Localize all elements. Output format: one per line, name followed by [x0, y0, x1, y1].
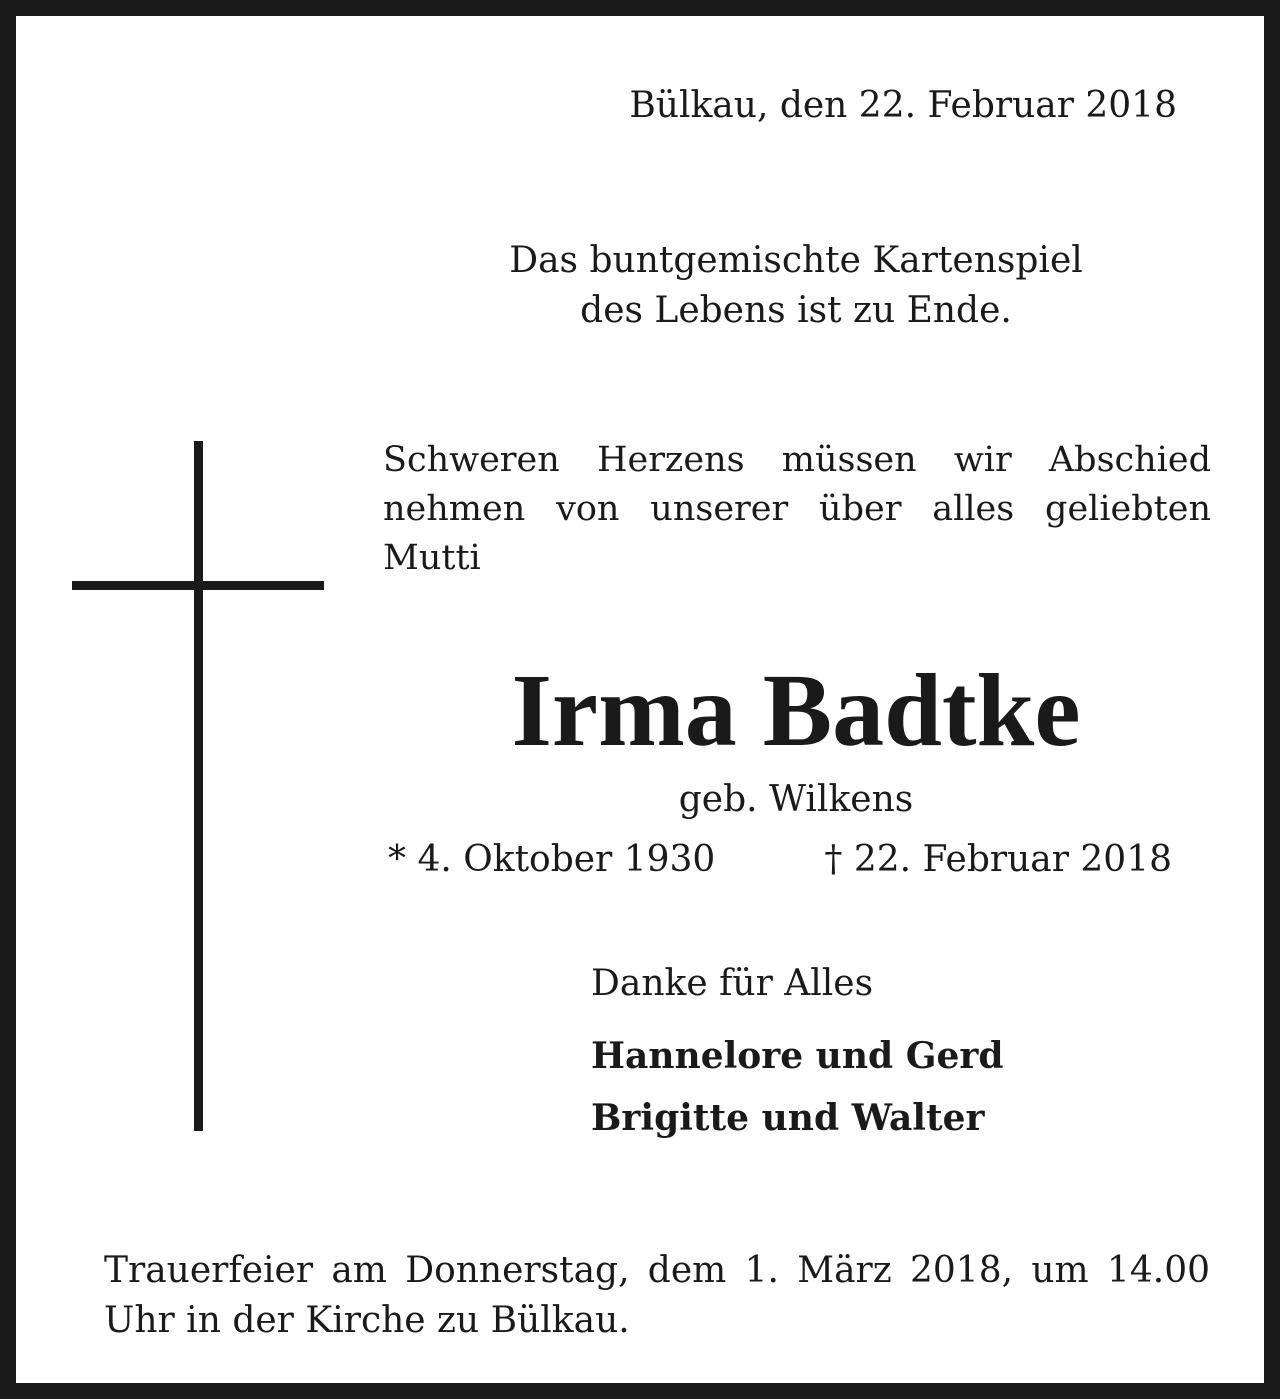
- birth-date: * 4. Oktober 1930: [388, 839, 716, 880]
- funeral-service-info: [104, 1246, 1210, 1346]
- cross-vertical-bar: [194, 441, 203, 1131]
- service-line-1: Trauerfeier am Donnerstag, dem 1. März 2018, um 14.00: [104, 1250, 1210, 1291]
- motto-line-2: des Lebens ist zu Ende.: [580, 290, 1012, 331]
- place-and-date: Bülkau, den 22. Februar 2018: [629, 85, 1177, 126]
- cross-icon: [72, 441, 324, 1131]
- deceased-name: Irma Badtke: [511, 653, 1081, 768]
- intro-text: [383, 436, 1211, 583]
- intro-line-2: nehmen von unserer über alles geliebten: [383, 489, 1211, 529]
- maiden-name: geb. Wilkens: [678, 779, 914, 820]
- cross-horizontal-bar: [72, 581, 324, 590]
- service-line-2: Uhr in der Kirche zu Bülkau.: [104, 1300, 630, 1341]
- mourner-1: Hannelore und Gerd: [591, 1035, 1004, 1077]
- mourner-2: Brigitte und Walter: [591, 1097, 985, 1139]
- intro-line-1: Schweren Herzens müssen wir Abschied: [383, 440, 1211, 480]
- death-date: † 22. Februar 2018: [824, 839, 1172, 880]
- intro-line-3: Mutti: [383, 538, 481, 578]
- motto-line-1: Das buntgemischte Kartenspiel: [509, 240, 1083, 281]
- motto: [456, 236, 1136, 336]
- thanks-line: Danke für Alles: [591, 963, 874, 1004]
